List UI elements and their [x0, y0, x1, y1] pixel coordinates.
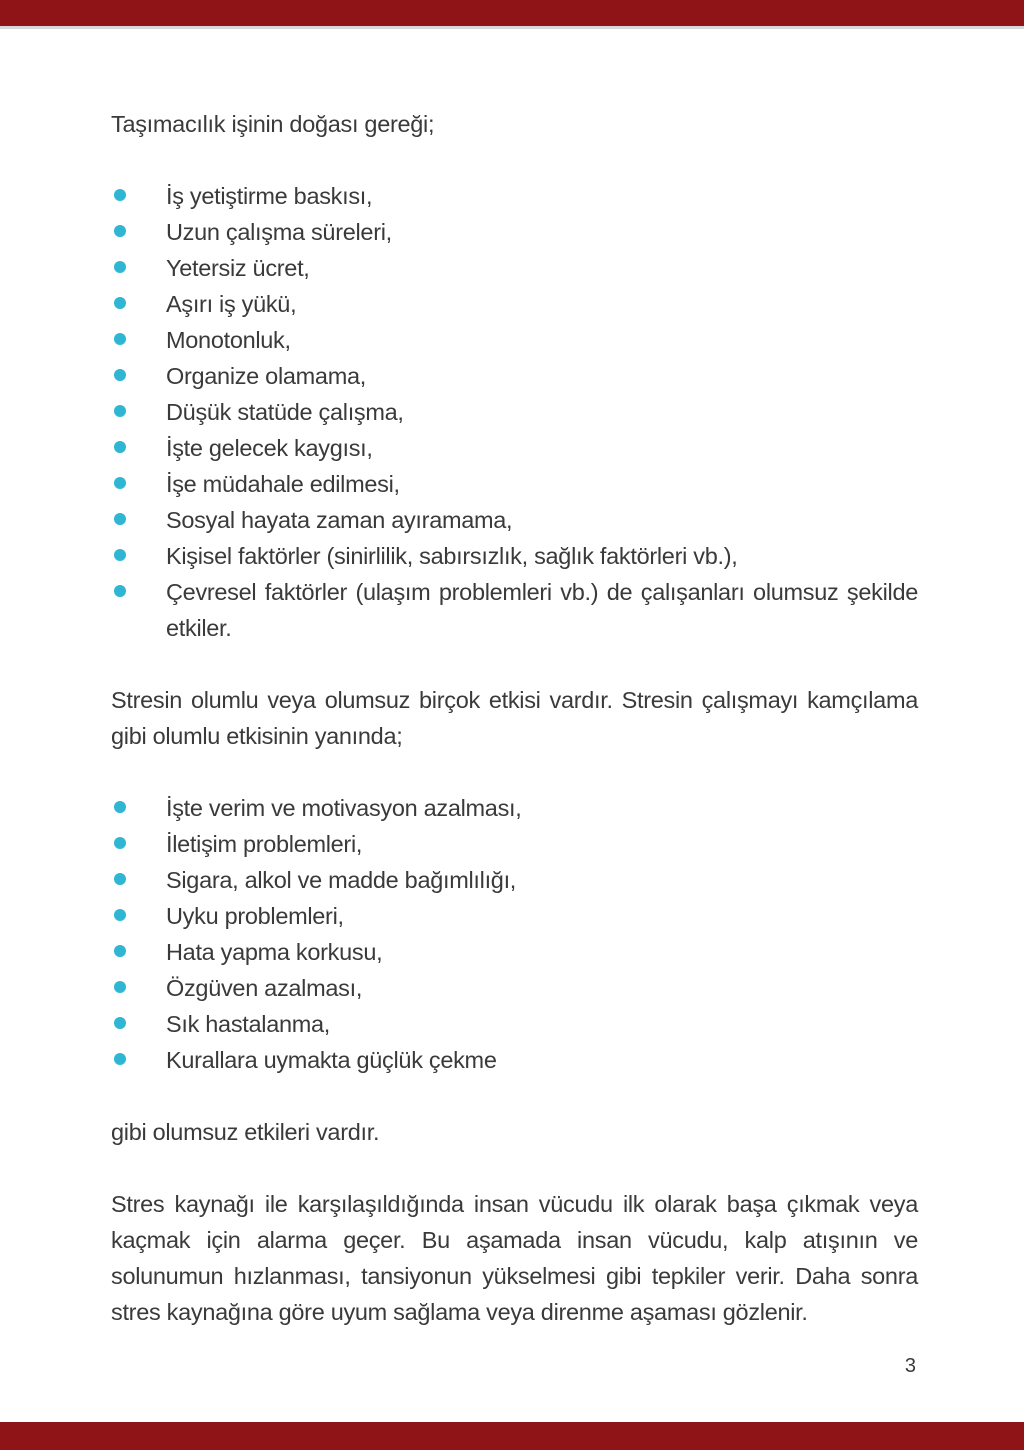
bullet-icon [114, 189, 126, 201]
page-number: 3 [904, 1355, 916, 1377]
bullet-icon [114, 477, 126, 489]
bullet-icon [114, 405, 126, 417]
negative-effects-list [111, 790, 918, 1078]
list-item: Uyku problemleri, [111, 898, 918, 934]
list-item: Monotonluk, [111, 322, 918, 358]
page-content [111, 106, 918, 1330]
bullet-icon [114, 297, 126, 309]
list-item: Sigara, alkol ve madde bağımlılığı, [111, 862, 918, 898]
list-item: Çevresel faktörler (ulaşım problemleri vb.) de çalışanları olumsuz şekilde etkiler. [111, 574, 918, 646]
bullet-icon [114, 945, 126, 957]
bullet-icon [114, 261, 126, 273]
list-item: Kişisel faktörler (sinirlilik, sabırsızlık, sağlık faktörleri vb.), [111, 538, 918, 574]
bullet-icon [114, 513, 126, 525]
footer-bar [0, 1422, 1024, 1450]
list-item: Düşük statüde çalışma, [111, 394, 918, 430]
bullet-icon [114, 585, 126, 597]
bullet-icon [114, 225, 126, 237]
bullet-icon [114, 1053, 126, 1065]
list-item: Organize olamama, [111, 358, 918, 394]
list-item: İletişim problemleri, [111, 826, 918, 862]
list-item: İşe müdahale edilmesi, [111, 466, 918, 502]
bullet-icon [114, 549, 126, 561]
header-divider [0, 26, 1024, 29]
list-item: İş yetiştirme baskısı, [111, 178, 918, 214]
bullet-icon [114, 441, 126, 453]
intro-paragraph: Taşımacılık işinin doğası gereği; [111, 111, 435, 137]
bullet-icon [114, 873, 126, 885]
list-item: Aşırı iş yükü, [111, 286, 918, 322]
effects-paragraph: Stresin olumlu veya olumsuz birçok etkisi vardır. Stresin çalışmayı kamçılama gibi olumlu etkisinin yanında; [111, 687, 918, 749]
bullet-icon [114, 1017, 126, 1029]
stress-sources-list [111, 178, 918, 646]
list-item: Sosyal hayata zaman ayıramama, [111, 502, 918, 538]
bullet-icon [114, 333, 126, 345]
list-item: Uzun çalışma süreleri, [111, 214, 918, 250]
list-item: Hata yapma korkusu, [111, 934, 918, 970]
bullet-icon [114, 801, 126, 813]
list-item: İşte gelecek kaygısı, [111, 430, 918, 466]
bullet-icon [114, 369, 126, 381]
bullet-icon [114, 909, 126, 921]
list-item: Özgüven azalması, [111, 970, 918, 1006]
list-item: Sık hastalanma, [111, 1006, 918, 1042]
bullet-icon [114, 981, 126, 993]
header-bar [0, 0, 1024, 26]
bullet-icon [114, 837, 126, 849]
list-item: Yetersiz ücret, [111, 250, 918, 286]
closing-sentence: gibi olumsuz etkileri vardır. [111, 1119, 380, 1145]
list-item: Kurallara uymakta güçlük çekme [111, 1042, 918, 1078]
list-item: İşte verim ve motivasyon azalması, [111, 790, 918, 826]
stress-response-paragraph: Stres kaynağı ile karşılaşıldığında insan vücudu ilk olarak başa çıkmak veya kaçmak için alarma geçer. Bu aşamada insan vücudu, kalp atışının ve solunumun hızlanması, tansiyonun yükselmesi gibi tepkiler verir. Daha sonra stres kaynağına göre uyum sağlama veya direnme aşaması gözlenir. [111, 1191, 918, 1325]
